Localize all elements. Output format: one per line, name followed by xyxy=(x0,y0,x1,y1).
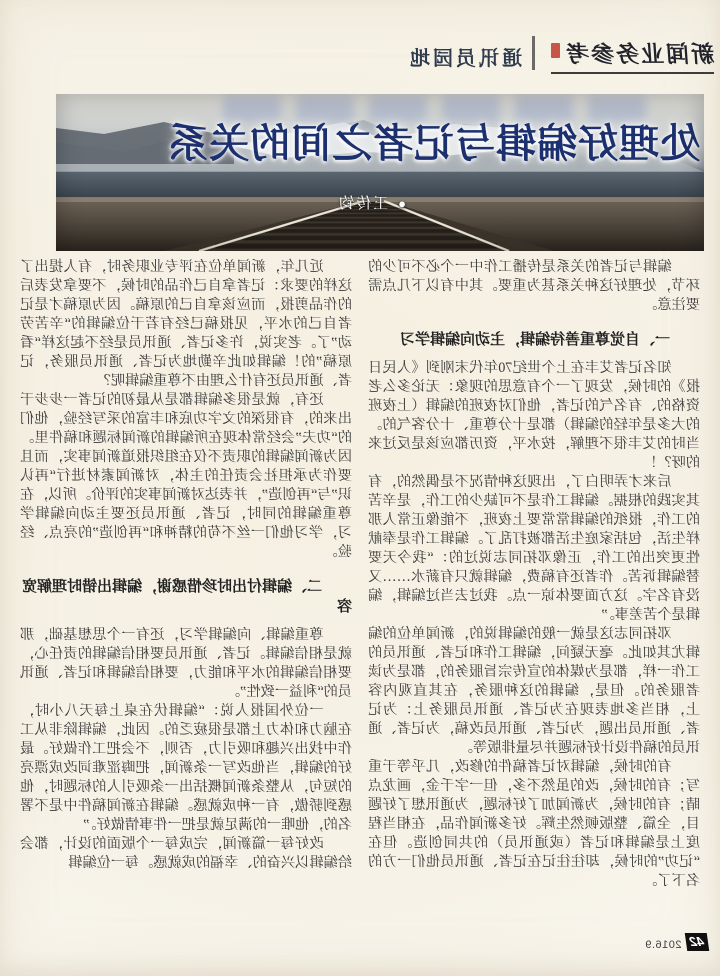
body-paragraph: 邓拓同志这是就一般的编辑说的，新闻单位的编辑尤其如此。毫无疑问，编辑工作和记者、通讯员的工作一样，都是为媒体的宣传宗旨服务的，都是为读者服务的。但是，编辑的这种服务，在其直观内容上，相当多地表现在为记者、通讯员服务上：为记者、通讯员出题，为记者、通讯员改稿，为记者、通讯员的稿件设计好标题并尽量排版等。 xyxy=(368,626,700,756)
section-heading: 一、自觉尊重善待编辑，主动向编辑学习 xyxy=(399,331,670,348)
byline xyxy=(337,192,406,213)
column-section-label: 通讯员园地 xyxy=(407,48,522,70)
body-paragraph: 知名记者艾丰在上个世纪70年代末刚到《人民日报》的时候，发现了一个有意思的现象：无论多么老资格的、有名气的记者，他们对夜班的编辑（上夜班的大多是年轻的编辑）都是十分尊重、十分客气的。当时的艾丰很不理解，按水平，资历都应该是反过来的呀？！ xyxy=(368,360,700,471)
body-paragraph: 近几年，新闻单位在评专业职务时，有人提出了这样的要求：记者拿自己作品的时候，不要拿发表后的作品剪报，而应该拿自己的原稿。因为原稿才是记者自己的水平，见报稿已经有若干位编辑的“辛苦劳动”了。老实说，许多记者、通讯员是经不起这样“看原稿”的！编辑如此辛勤地为记者、通讯员服务，记者、通讯员还有什么理由不尊重编辑呢？ xyxy=(20,259,352,389)
byline-bullet-icon: ● xyxy=(396,196,406,211)
railway-photo-banner xyxy=(56,94,704,251)
body-paragraph: 改好每一篇新闻，完成每一个版面的设计，都会给编辑以兴奋的、幸福的成就感。每一位编辑 xyxy=(20,836,352,871)
author-name: 王传钧 xyxy=(337,195,389,212)
journal-name-calligraphy: 新闻业务参考 xyxy=(563,41,716,68)
article-title: 处理好编辑与记者之间的关系 xyxy=(167,122,700,166)
page-number-badge: 42 xyxy=(684,933,709,951)
page-folio xyxy=(645,933,708,951)
body-paragraph: 还有，就是很多编辑都是从最初的记者一步步干出来的，有很深的文字功底和丰富的采写经验，他们的“功夫”会经常体现在所编辑的新闻标题和稿件里。因为新闻编辑的职责不仅在组织报道新闻事实，而且要作为承担社会责任的主体，对新闻素材进行“再认识”与“再创造”，并表达对新闻事实的评价。所以，在尊重编辑的同时，记者、通讯员还要主动向编辑学习，学习他们一丝不苟的精神和“再创造”的亮点、经验。 xyxy=(20,392,352,560)
body-paragraph: 尊重编辑、向编辑学习，还有一个思想基础，那就是相信编辑。记者、通讯员要相信编辑的责任心，要相信编辑的水平和能力，要相信编辑和记者、通讯员的“利益一致性”。 xyxy=(20,627,352,700)
body-paragraph: 编辑与记者的关系是传播工作中一个必不可少的环节，处理好这种关系甚为重要。其中有以下几点需要注意。 xyxy=(368,259,700,313)
journal-masthead xyxy=(551,36,714,74)
body-paragraph: 一位外国报人说：“编辑伏在桌上每天八小时，在脑力和体力上都是很疲乏的。因此，编辑除非从工作中找出兴趣和吸引力，否则，不会把工作做好。最好的编辑，当他改写一条新闻，把晦涩难词改成漂亮的短句，从整条新闻概括出一条吸引人的标题时，他感到骄傲，有一种成就感。编辑在新闻稿件中是不署名的，他唯一的满足就是把一件事情做好。” xyxy=(20,703,352,833)
publisher-seal-icon xyxy=(551,43,560,58)
issue-label: 2016.9 xyxy=(644,939,682,951)
article-column-2 xyxy=(20,258,352,873)
body-paragraph: 有的时候，编辑对记者稿件的修改，几乎等于重写；有的时候，改的虽然不多，但一字千金，画龙点睛；有的时候，为新闻加了好标题，为通讯想了好题目，全篇、整版顿然生辉。好多新闻作品，在相当程度上是编辑和记者（或通讯员）的共同创造。但在“记功”的时候，却往往记在记者、通讯员他们一方的名下了。 xyxy=(368,759,700,889)
header-divider xyxy=(532,36,535,70)
article-column-1 xyxy=(368,258,700,891)
body-paragraph: 后来才弄明白了，出现这种情况不是偶然的，有其实践的根据。编辑工作是不可缺少的工作，是辛苦的工作，报纸的编辑常常要上夜班，不能像正常人那样生活，包括家庭生活都被打乱了。编辑工作是奉献性更突出的工作，正像邓拓同志说过的：“我今天要替编辑诉苦。作者还有稿费，编辑就只有薪水……又没有名字。这方面要体谅一点。我过去当过编辑，编辑是个苦差事。” xyxy=(368,474,700,623)
section-heading: 二、编辑付出时珍惜感谢，编辑出错时理解宽容 xyxy=(21,578,352,615)
